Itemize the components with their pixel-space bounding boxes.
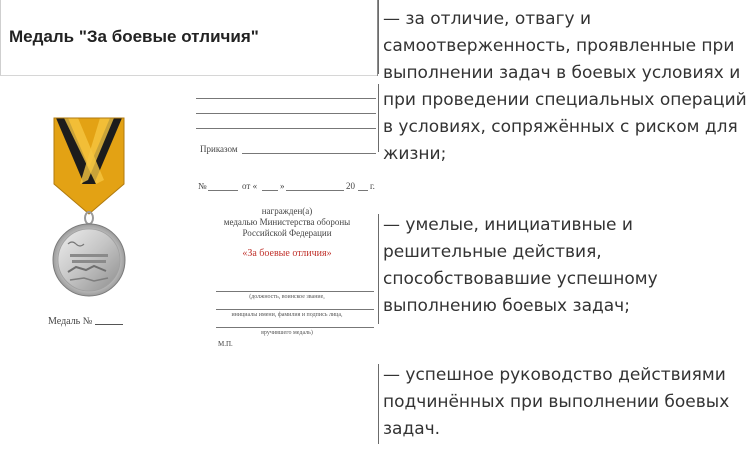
awarded-line-3: Российской Федерации — [242, 228, 332, 238]
caption-name: инициалы имени, фамилия и подпись лица, — [231, 312, 343, 318]
caption-issued: вручившего медаль) — [261, 330, 313, 336]
award-document — [196, 86, 378, 371]
order-date-label: от « — [242, 181, 258, 191]
criteria-1-line-6: жизни; — [383, 144, 447, 164]
criteria-2-line-3: способствовавшие успешному — [383, 269, 658, 289]
medal-image — [34, 114, 144, 304]
divider-3 — [378, 214, 379, 324]
medal-name: «За боевые отличия» — [242, 248, 332, 259]
medal-number-field — [48, 316, 123, 327]
divider-2 — [378, 84, 379, 152]
criteria-paragraph-1 — [383, 6, 747, 168]
criteria-1-line-3: выполнении задач в боевых условиях и — [383, 63, 741, 83]
ribbon — [54, 118, 124, 214]
criteria-1-line-2: самоотверженность, проявленные при — [383, 36, 735, 56]
date-quote-close: » — [280, 181, 285, 191]
criteria-3-line-2: подчинённых при выполнении боевых — [383, 392, 730, 412]
order-label: Приказом — [200, 144, 238, 154]
criteria-paragraph-2 — [383, 212, 658, 320]
title-cell — [0, 0, 378, 76]
order-number-label: № — [198, 181, 207, 191]
criteria-3-line-1: — успешное руководство действиями — [383, 365, 726, 385]
medal-number-label: Медаль № — [48, 316, 93, 327]
medal-disc — [53, 224, 125, 296]
criteria-2-line-2: решительные действия, — [383, 242, 602, 262]
certificate-image — [20, 86, 378, 371]
criteria-paragraph-3 — [383, 362, 729, 443]
criteria-3-line-3: задач. — [383, 419, 441, 439]
page-title: Медаль "За боевые отличия" — [9, 27, 259, 46]
criteria-1-line-4: при проведении специальных операций — [383, 90, 747, 110]
year-suffix: г. — [370, 181, 375, 191]
divider-4 — [378, 364, 379, 444]
awarded-line-2: медалью Министерства обороны — [223, 217, 351, 227]
criteria-1-line-5: в условиях, сопряжённых с риском для — [383, 117, 738, 137]
divider-1 — [378, 0, 379, 74]
criteria-1-line-1: — за отличие, отвагу и — [383, 9, 592, 29]
awarded-line-1: награжден(а) — [261, 206, 313, 216]
caption-position: (должность, воинское звание, — [249, 294, 325, 300]
criteria-2-line-4: выполнению боевых задач; — [383, 296, 630, 316]
stamp-label: М.П. — [218, 340, 233, 348]
criteria-2-line-1: — умелые, инициативные и — [383, 215, 633, 235]
year-prefix: 20 — [346, 181, 355, 191]
